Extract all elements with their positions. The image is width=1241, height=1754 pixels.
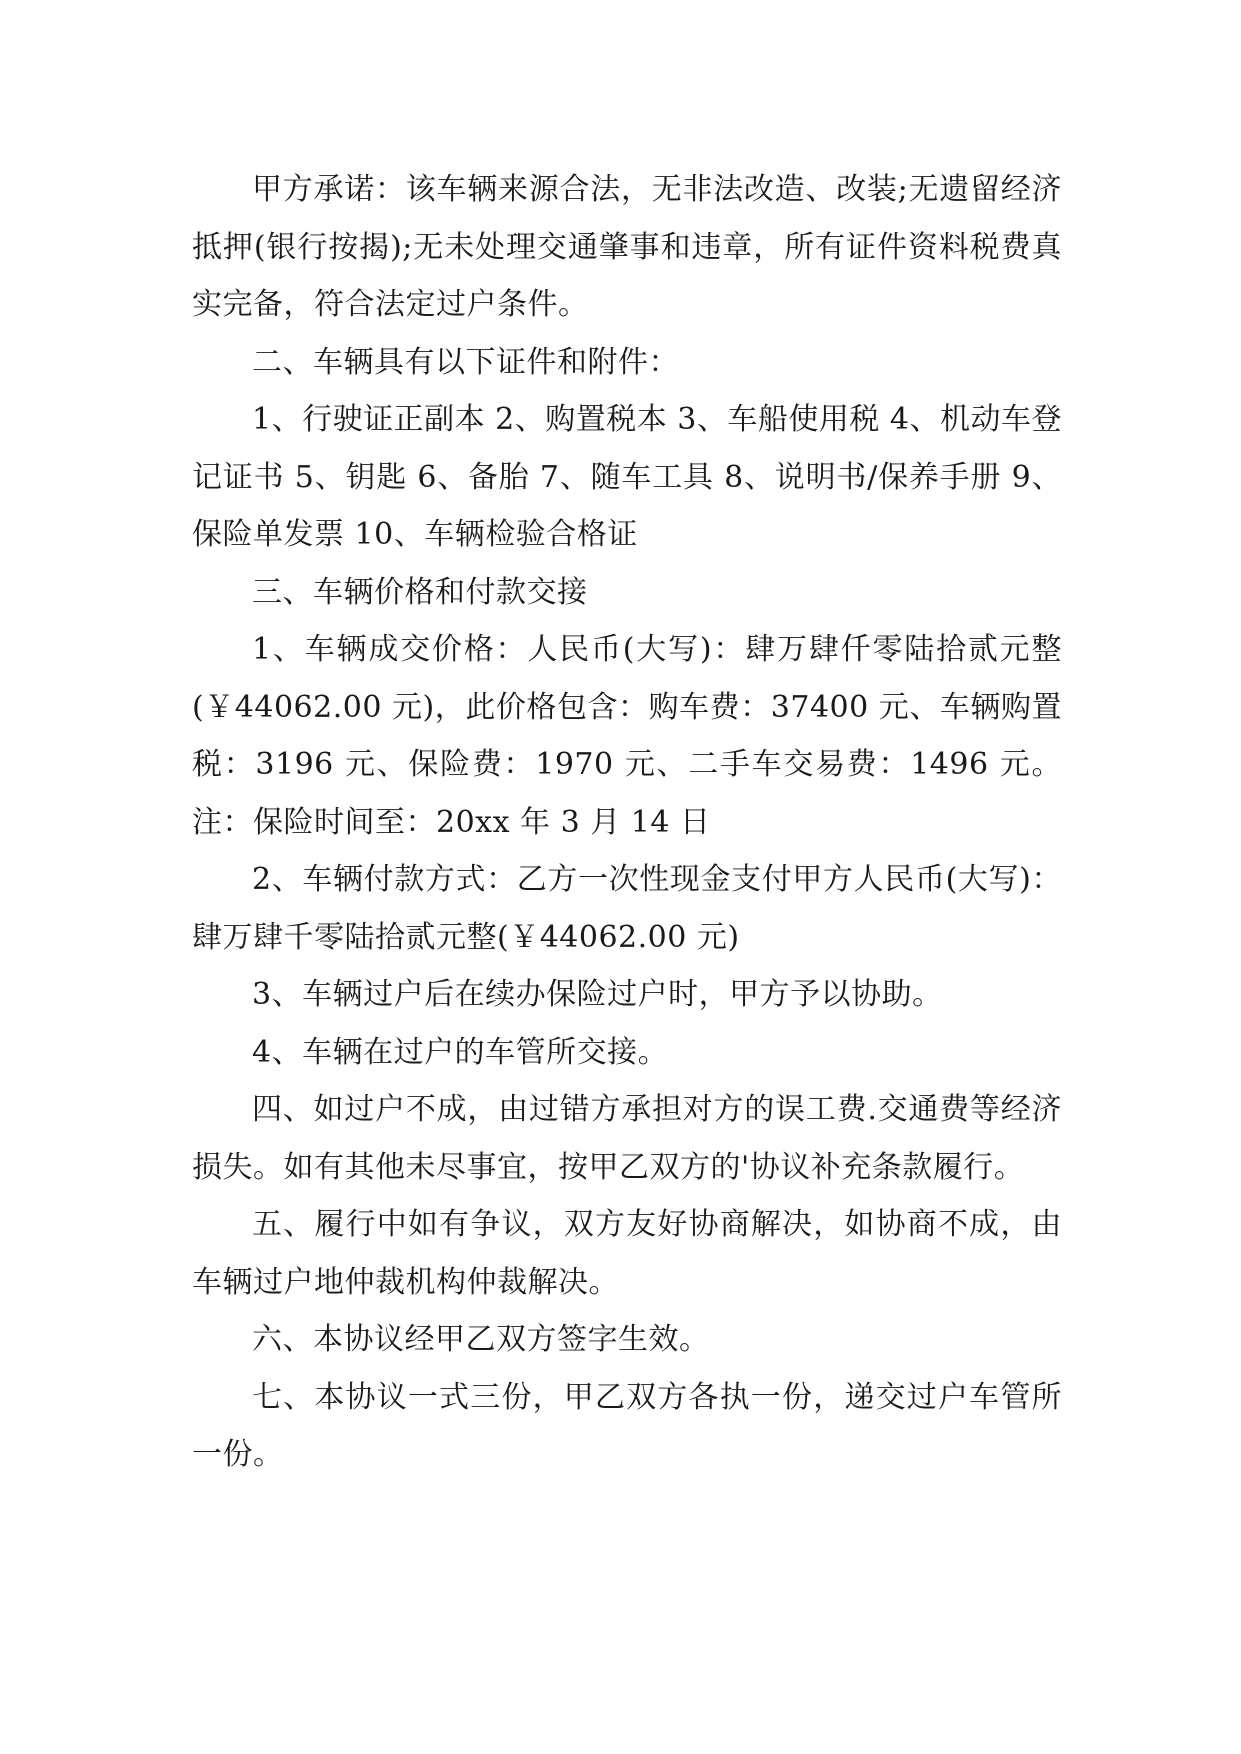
paragraph-seller-promise: 甲方承诺：该车辆来源合法，无非法改造、改装;无遗留经济抵押(银行按揭);无未处理交通肇事和违章，所有证件资料税费真实完备，符合法定过户条件。 [192, 172, 1062, 322]
section-effectiveness: 六、本协议经甲乙双方签字生效。 [252, 1322, 710, 1357]
section-copies: 七、本协议一式三份，甲乙双方各执一份，递交过户车管所一份。 [192, 1379, 1062, 1472]
paragraph-payment-method: 2、车辆付款方式：乙方一次性现金支付甲方人民币(大写)：肆万肆千零陆拾贰元整(￥44062.00 元) [192, 862, 1062, 955]
section-transfer-failure: 四、如过户不成，由过错方承担对方的误工费.交通费等经济损失。如有其他未尽事宜，按甲乙双方的'协议补充条款履行。 [192, 1092, 1062, 1185]
section-heading-price-payment: 三、车辆价格和付款交接 [252, 574, 588, 610]
section-heading-documents: 二、车辆具有以下证件和附件： [252, 344, 679, 380]
section-dispute-resolution: 五、履行中如有争议，双方友好协商解决，如协商不成，由车辆过户地仲裁机构仲裁解决。 [192, 1207, 1062, 1300]
paragraph-handover-location: 4、车辆在过户的车管所交接。 [252, 1034, 669, 1070]
paragraph-documents-list: 1、行驶证正副本 2、购置税本 3、车船使用税 4、机动车登记证书 5、钥匙 6、备胎 7、随车工具 8、说明书/保养手册 9、保险单发票 10、车辆检验合格证 [192, 402, 1062, 552]
paragraph-insurance-transfer: 3、车辆过户后在续办保险过户时，甲方予以协助。 [252, 977, 943, 1012]
paragraph-transaction-price: 1、车辆成交价格：人民币(大写)：肆万肆仟零陆拾贰元整(￥44062.00 元)，此价格包含：购车费：37400 元、车辆购置税：3196 元、保险费：1970 元、二手车交易费：1496 元。注：保险时间至：20xx 年 3 月 14 日 [192, 632, 1062, 840]
document-body [192, 161, 1062, 1484]
